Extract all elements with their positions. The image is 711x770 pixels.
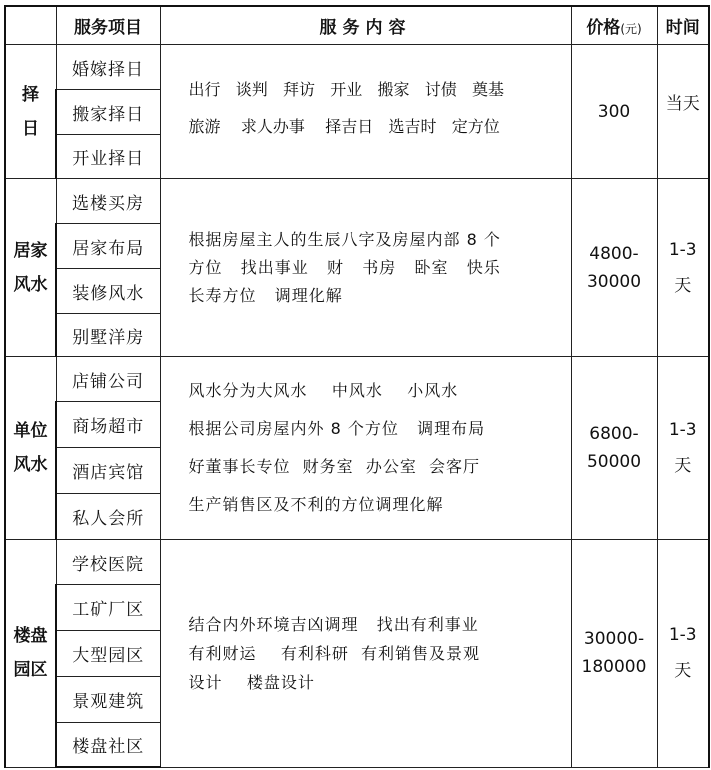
time-cell	[657, 45, 709, 179]
header-category-cell	[5, 6, 56, 45]
service-item: 装修风水	[56, 269, 160, 314]
service-item: 私人会所	[56, 494, 160, 540]
service-content-cell	[160, 357, 571, 540]
content-line: 根据公司房屋内外 8 个方位 调理布局	[188, 419, 486, 438]
service-item: 大型园区	[56, 631, 160, 677]
category-label: 日	[22, 118, 39, 139]
table-row	[5, 45, 709, 90]
service-content-cell	[160, 540, 571, 768]
price-value: 6800-	[589, 424, 639, 444]
header-price	[571, 6, 657, 45]
price-cell	[571, 45, 657, 179]
category-cell-jujia	[5, 179, 56, 357]
time-value: 天	[674, 661, 692, 682]
price-value: 4800-	[589, 243, 639, 264]
content-line: 根据房屋主人的生辰八字及房屋内部 8 个	[188, 229, 501, 249]
time-value: 当天	[665, 93, 700, 114]
content-line: 好董事长专位 财务室 办公室 会客厅	[188, 457, 481, 476]
category-label: 风水	[13, 274, 48, 295]
category-cell-danwei	[5, 357, 56, 540]
time-cell	[657, 540, 709, 768]
service-price-table	[4, 5, 710, 768]
table-row	[5, 179, 709, 224]
price-value: 50000	[586, 452, 642, 472]
time-value: 1-3	[668, 420, 697, 440]
time-value: 1-3	[668, 625, 697, 646]
category-label: 楼盘	[13, 626, 48, 647]
price-value: 300	[597, 101, 631, 122]
content-line: 生产销售区及不利的方位调理化解	[188, 495, 444, 514]
time-cell	[657, 357, 709, 540]
service-content-cell	[160, 45, 571, 179]
content-line: 旅游 求人办事 择吉日 选吉时 定方位	[188, 116, 500, 136]
price-value: 30000	[586, 271, 642, 292]
price-cell	[571, 540, 657, 768]
content-line: 方位 找出事业 财 书房 卧室 快乐	[188, 257, 501, 277]
header-service-item: 服务项目	[56, 6, 160, 45]
service-item: 楼盘社区	[56, 723, 160, 768]
price-value: 180000	[581, 657, 647, 678]
category-cell-zeri	[5, 45, 56, 179]
header-price-label: 价格	[586, 18, 621, 38]
service-item: 别墅洋房	[56, 314, 160, 357]
content-line: 有利财运 有利科研 有利销售及景观	[188, 643, 481, 663]
price-value: 30000-	[583, 629, 645, 650]
category-label: 择	[22, 84, 39, 105]
service-item: 酒店宾馆	[56, 448, 160, 494]
service-item: 开业择日	[56, 135, 160, 179]
service-item: 商场超市	[56, 402, 160, 448]
time-value: 1-3	[668, 239, 697, 260]
header-row	[5, 6, 709, 45]
category-label: 单位	[13, 421, 48, 441]
category-label: 居家	[13, 240, 48, 261]
content-line: 风水分为大风水 中风水 小风水	[188, 381, 459, 400]
service-item: 学校医院	[56, 540, 160, 585]
header-price-unit: (元)	[620, 22, 642, 36]
time-value: 天	[674, 456, 692, 476]
service-price-table-wrapper	[4, 5, 710, 768]
service-item: 搬家择日	[56, 90, 160, 135]
service-item: 工矿厂区	[56, 585, 160, 631]
content-line: 长寿方位 调理化解	[188, 285, 343, 305]
service-item: 店铺公司	[56, 357, 160, 402]
service-item: 居家布局	[56, 224, 160, 269]
category-cell-loupan	[5, 540, 56, 768]
table-row	[5, 357, 709, 402]
time-cell	[657, 179, 709, 357]
service-item: 选楼买房	[56, 179, 160, 224]
content-line: 设计 楼盘设计	[188, 672, 315, 692]
category-label: 园区	[13, 660, 48, 681]
table-row	[5, 540, 709, 585]
price-cell	[571, 357, 657, 540]
service-item: 景观建筑	[56, 677, 160, 723]
header-time: 时间	[657, 6, 709, 45]
service-content-cell	[160, 179, 571, 357]
content-line: 结合内外环境吉凶调理 找出有利事业	[188, 614, 479, 634]
price-cell	[571, 179, 657, 357]
category-label: 风水	[13, 455, 48, 475]
content-line: 出行 谈判 拜访 开业 搬家 讨债 奠基	[188, 79, 505, 99]
service-item: 婚嫁择日	[56, 45, 160, 90]
header-service-content: 服务内容	[160, 6, 571, 45]
time-value: 天	[674, 275, 692, 296]
